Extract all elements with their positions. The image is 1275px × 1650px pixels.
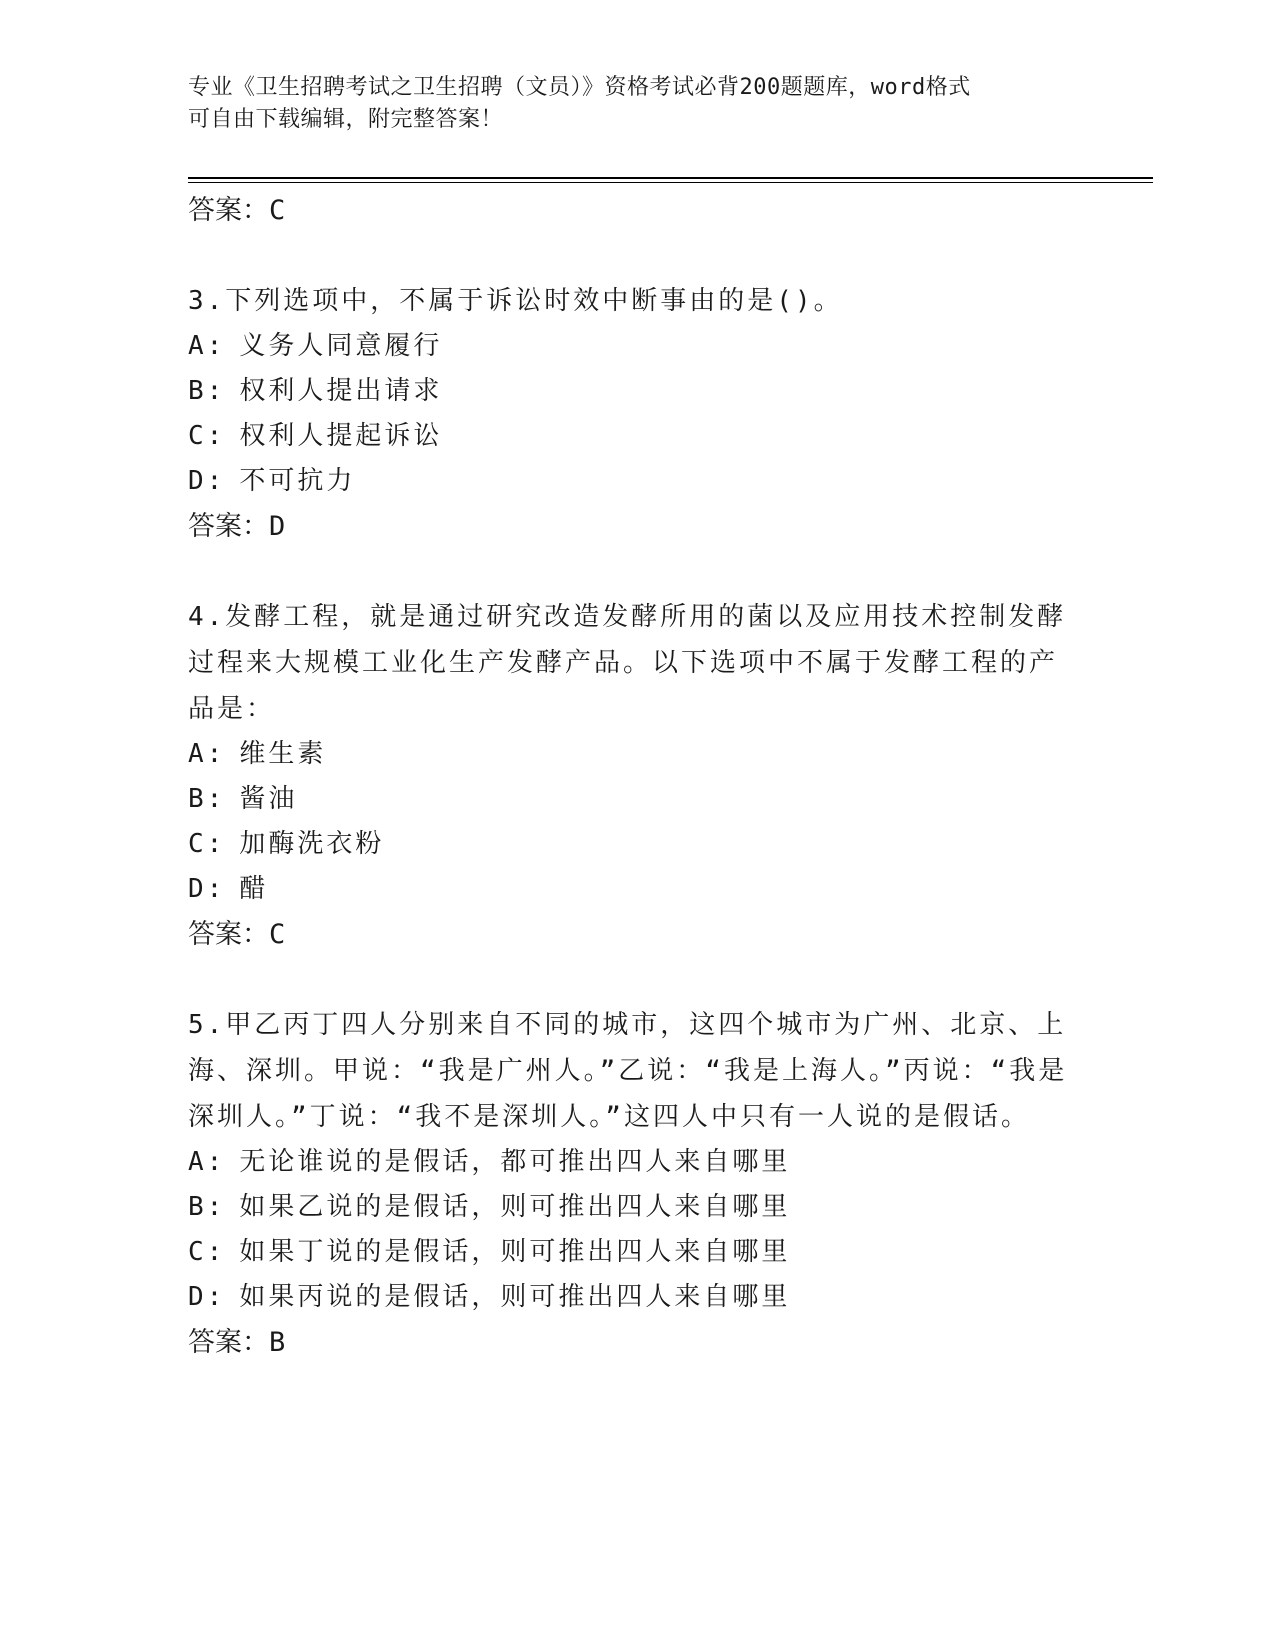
option-b: [188, 1185, 1068, 1230]
option-b: [188, 369, 1068, 414]
option-key: D:: [188, 874, 226, 904]
spacer: [188, 958, 1068, 1002]
option-text: 不可抗力: [239, 466, 356, 496]
answer-value: C: [269, 919, 286, 950]
option-a: [188, 732, 1068, 777]
header-line-1: 专业《卫生招聘考试之卫生招聘（文员）》资格考试必背200题题库，word格式: [188, 75, 971, 100]
answer-line: [188, 1320, 1068, 1366]
option-text: 醋: [239, 874, 269, 904]
option-key: A:: [188, 1147, 226, 1177]
option-text: 加酶洗衣粉: [239, 829, 385, 859]
answer-value: B: [269, 1327, 286, 1358]
option-d: [188, 867, 1068, 912]
option-key: A:: [188, 331, 226, 361]
answer-line: [188, 188, 1068, 234]
header-rule-thick: [188, 177, 1153, 179]
option-text: 酱油: [239, 784, 298, 814]
option-text: 权利人提出请求: [239, 376, 443, 406]
option-a: [188, 1140, 1068, 1185]
option-text: 无论谁说的是假话，都可推出四人来自哪里: [239, 1147, 791, 1177]
header-line-2: 可自由下载编辑，附完整答案！: [188, 107, 504, 132]
question-text: 4.发酵工程，就是通过研究改造发酵所用的菌以及应用技术控制发酵过程来大规模工业化生产发酵产品。以下选项中不属于发酵工程的产品是：: [188, 602, 1067, 724]
question-block: [188, 1002, 1068, 1366]
option-text: 权利人提起诉讼: [239, 421, 443, 451]
option-c: [188, 414, 1068, 459]
option-a: [188, 324, 1068, 369]
answer-label: 答案：: [188, 919, 269, 950]
question-text: 5.甲乙丙丁四人分别来自不同的城市，这四个城市为广州、北京、上海、深圳。甲说：“我是广州人。”乙说：“我是上海人。”丙说：“我是深圳人。”丁说：“我不是深圳人。”这四人中只有一人说的是假话。: [188, 1010, 1068, 1132]
document-header: [188, 72, 1088, 136]
answer-value: C: [269, 195, 286, 226]
option-text: 义务人同意履行: [239, 331, 443, 361]
option-key: D:: [188, 1282, 226, 1312]
option-key: A:: [188, 739, 226, 769]
option-b: [188, 777, 1068, 822]
answer-label: 答案：: [188, 195, 269, 226]
option-text: 如果丙说的是假话，则可推出四人来自哪里: [239, 1282, 791, 1312]
answer-value: D: [269, 511, 286, 542]
option-key: C:: [188, 829, 226, 859]
option-key: B:: [188, 376, 226, 406]
question-block: [188, 278, 1068, 550]
option-d: [188, 459, 1068, 504]
question-text: 3.下列选项中，不属于诉讼时效中断事由的是()。: [188, 286, 843, 316]
option-d: [188, 1275, 1068, 1320]
answer-label: 答案：: [188, 1327, 269, 1358]
option-c: [188, 822, 1068, 867]
answer-line: [188, 504, 1068, 550]
option-c: [188, 1230, 1068, 1275]
answer-line: [188, 912, 1068, 958]
option-text: 如果乙说的是假话，则可推出四人来自哪里: [239, 1192, 791, 1222]
spacer: [188, 550, 1068, 594]
option-key: B:: [188, 784, 226, 814]
option-text: 维生素: [239, 739, 327, 769]
option-key: C:: [188, 421, 226, 451]
option-key: C:: [188, 1237, 226, 1267]
option-text: 如果丁说的是假话，则可推出四人来自哪里: [239, 1237, 791, 1267]
question-block: [188, 594, 1068, 958]
answer-label: 答案：: [188, 511, 269, 542]
header-rule-thin: [188, 182, 1153, 183]
document-body: [188, 188, 1068, 1366]
option-key: B:: [188, 1192, 226, 1222]
spacer: [188, 234, 1068, 278]
option-key: D:: [188, 466, 226, 496]
